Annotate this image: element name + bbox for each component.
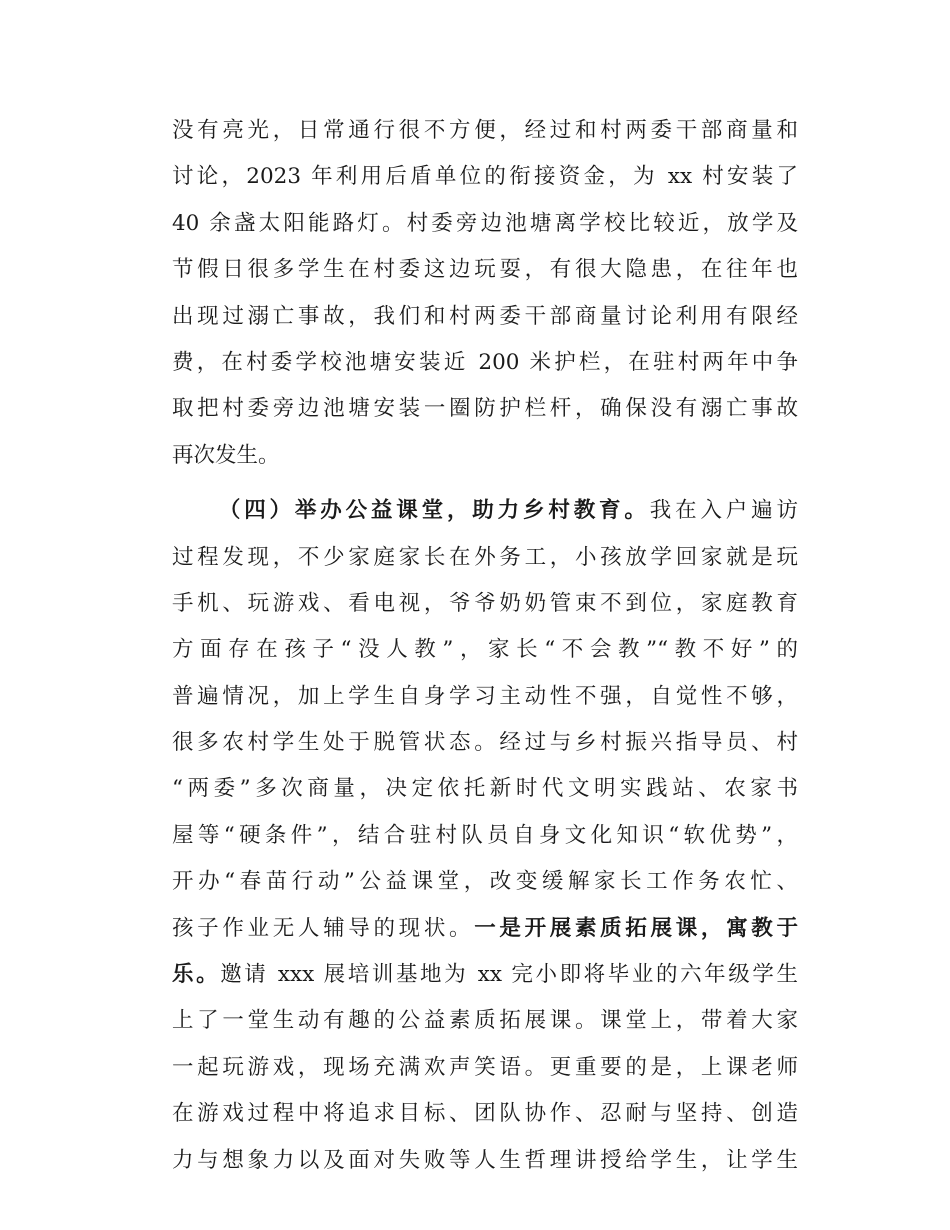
text-line: 费，在村委学校池塘安装近 200 米护栏，在驻村两年中争: [172, 349, 798, 375]
text-line: 力与想象力以及面对失败等人生哲理讲授给学生，让学生: [172, 1147, 798, 1173]
text-line: [172, 906, 798, 952]
text-line: 方面存在孩子“没人教”，家长“不会教”“教不好”的: [172, 637, 798, 663]
text-line: 在游戏过程中将追求目标、团队协作、忍耐与坚持、创造: [172, 1101, 798, 1127]
text-line: 出现过溺亡事故，我们和村两委干部商量讨论利用有限经: [172, 303, 798, 329]
text-line: 普遍情况，加上学生自身学习主动性不强，自觉性不够，: [172, 683, 798, 709]
text-run: 我在入户遍访: [649, 498, 798, 524]
text-line: 开办“春苗行动”公益课堂，改变缓解家长工作务农忙、: [172, 869, 798, 895]
bold-subheading: 一是开展素质拓展课，寓教于: [474, 915, 798, 941]
paragraph-gap: [172, 479, 798, 488]
section-heading: （四）举办公益课堂，助力乡村教育。: [215, 498, 650, 524]
text-line: 过程发现，不少家庭家长在外务工，小孩放学回家就是玩: [172, 544, 798, 570]
text-line: 40 余盏太阳能路灯。村委旁边池塘离学校比较近，放学及: [172, 210, 798, 236]
text-line: 很多农村学生处于脱管状态。经过与乡村振兴指导员、村: [172, 730, 798, 756]
text-line: 一起玩游戏，现场充满欢声笑语。更重要的是，上课老师: [172, 1054, 798, 1080]
text-line: [172, 952, 798, 998]
text-line: 取把村委旁边池塘安装一圈防护栏杆，确保没有溺亡事故: [172, 396, 798, 422]
text-run: 孩子作业无人辅导的现状。: [172, 915, 475, 941]
bold-subheading: 乐。: [172, 962, 221, 988]
text-line: [172, 488, 798, 534]
paragraph-public-classroom: [172, 488, 798, 1184]
text-line: 再次发生。: [172, 442, 280, 468]
text-line: “两委”多次商量，决定依托新时代文明实践站、农家书: [172, 776, 798, 802]
text-line: 屋等“硬条件”，结合驻村队员自身文化知识“软优势”，: [172, 822, 798, 848]
text-line: 没有亮光，日常通行很不方便，经过和村两委干部商量和: [172, 118, 798, 143]
paragraph-road-lights: [172, 108, 798, 479]
body-text: [172, 108, 798, 1184]
text-line: 手机、玩游戏、看电视，爷爷奶奶管束不到位，家庭教育: [172, 590, 798, 616]
text-run: 邀请 xxx 展培训基地为 xx 完小即将毕业的六年级学生: [220, 962, 798, 988]
text-line: 上了一堂生动有趣的公益素质拓展课。课堂上，带着大家: [172, 1008, 798, 1034]
text-line: 节假日很多学生在村委这边玩耍，有很大隐患，在往年也: [172, 257, 798, 283]
text-line: 讨论，2023 年利用后盾单位的衔接资金，为 xx 村安装了: [172, 164, 798, 190]
